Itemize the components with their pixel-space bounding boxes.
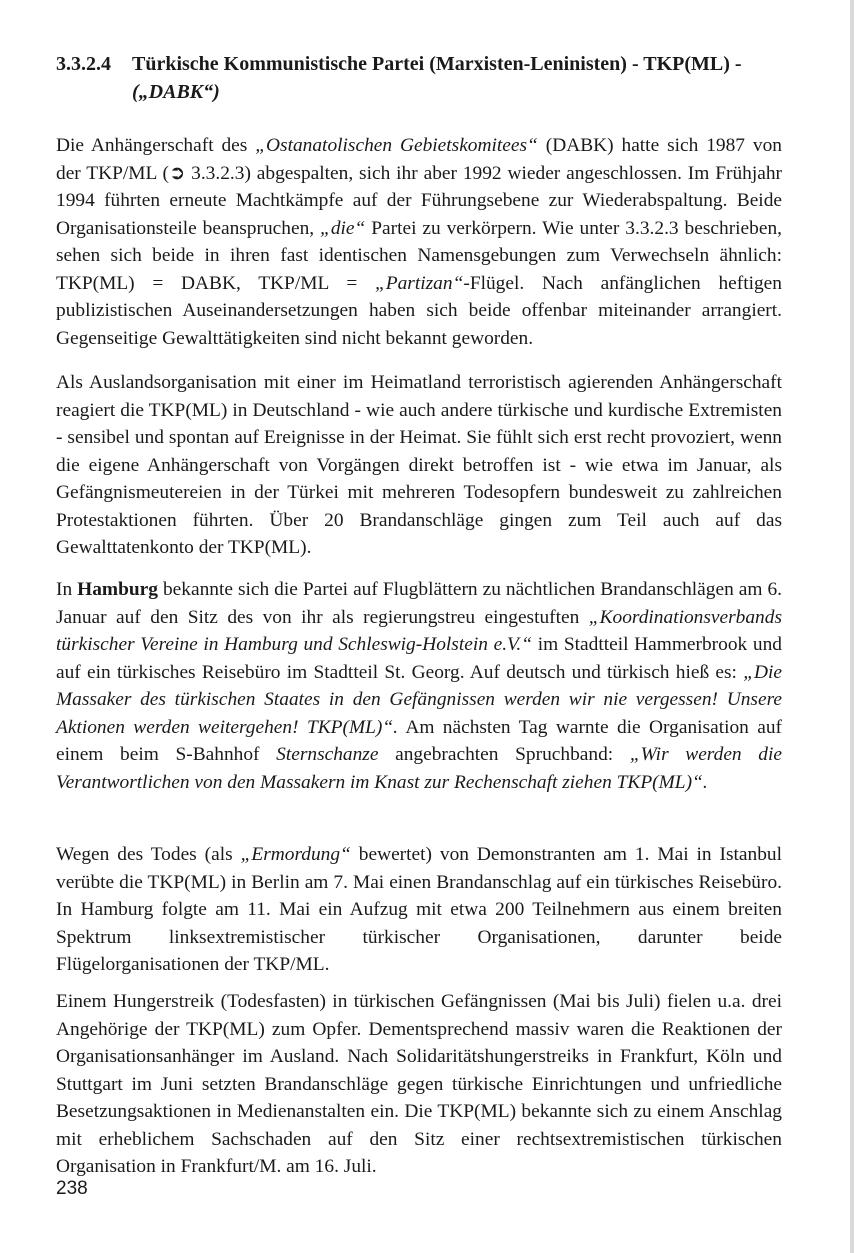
emphasis-text: Sternschanze — [276, 744, 379, 765]
emphasis-text: „Die Massaker des türkischen Staates in den Gefängnissen werden wir nie vergessen! Unsere Aktionen werden weitergehen! TKP(ML)“. — [56, 661, 782, 738]
paragraph — [56, 132, 782, 352]
emphasis-text: „die“ — [320, 217, 366, 239]
text-run: In — [56, 579, 78, 600]
section-subtitle: („DABK“) — [132, 81, 220, 103]
emphasis-text: „Ermordung“ — [240, 844, 351, 865]
text-run: im Stadtteil Hammerbrook und auf ein türkisches Reisebüro im Stadtteil St. Georg. Auf deutsch und türkisch hieß es: — [56, 634, 782, 683]
section-number: 3.3.2.4 — [56, 53, 111, 75]
text-run: Am nächsten Tag warnte die Organisation auf einem beim S-Bahnhof — [56, 716, 783, 765]
paragraph — [56, 988, 782, 1181]
emphasis-text: „Ostanatolischen Gebietskomitees“ — [255, 135, 538, 156]
text-run: Partei zu verkörpern. Wie unter 3.3.2.3 beschrieben, sehen sich beide in ihren fast identischen Namensgebungen zum Verwechseln ähnlich: TKP(ML) = DABK, TKP/ML = — [56, 217, 782, 294]
paragraph — [56, 841, 782, 979]
paragraph — [56, 369, 782, 562]
emphasis-text: „Koordinationsverbands türkischer Vereine in Hamburg und Schleswig-Holstein e.V.“ — [56, 606, 782, 655]
text-run: -Flügel. Nach anfänglichen heftigen publizistischen Auseinandersetzungen haben sich beide offenbar miteinander arrangiert. Gegenseitige Gewalttätigkeiten sind nicht bekannt geworden. — [56, 272, 782, 349]
page-number: 238 — [56, 1178, 88, 1199]
text-run: angebrachten Spruchband: — [378, 744, 630, 765]
text-run: bewertet) von Demonstranten am 1. Mai in Istanbul verübte die TKP(ML) in Berlin am 7. Mai einen Brandanschlag auf ein türkisches Reisebüro. In Hamburg folgte am 11. Mai ein Aufzug mit etwa 200 Teilnehmern aus einem breiten Spektrum linksextremistischer türkischer Organisationen, darunter beide Flügelorganisationen der TKP/ML. — [56, 844, 782, 975]
section-title: Türkische Kommunistische Partei (Marxisten-Leninisten) - TKP(ML) - — [132, 53, 742, 75]
text-run: Die Anhängerschaft des — [56, 135, 256, 156]
text-run: Als Auslandsorganisation mit einer im Heimatland terroristisch agierenden Anhängerschaft reagiert die TKP(ML) in Deutschland - wie auch andere türkische und kurdische Extremisten - sensibel und spontan auf Ereignisse in der Heimat. Sie fühlt sich erst recht provoziert, wenn die eigene Anhängerschaft von Vorgängen direkt betroffen ist - wie etwa im Januar, als Gefängnismeutereien in der Türkei mit mehreren Todesopfern bundesweit zu zahlreichen Protestaktionen führten. Über 20 Brandanschläge gingen zum Teil auch auf das Gewalttatenkonto der TKP(ML). — [56, 372, 782, 558]
text-run: Wegen des Todes (als — [56, 844, 241, 865]
emphasis-text: „Wir werden die Verantwortlichen von den Massakern im Knast zur Rechenschaft ziehen TKP(ML)“. — [56, 744, 782, 793]
paragraph — [56, 576, 782, 796]
text-run: (DABK) hatte sich 1987 von der TKP/ML (➲ 3.3.2.3) abgespalten, sich ihr aber 1992 wieder angeschlossen. Im Frühjahr 1994 führten erneute Machtkämpfe auf der Führungsebene zur Wiederabspaltung. Beide Organisationsteile beanspruchen, — [56, 135, 782, 239]
bold-text: Hamburg — [77, 579, 158, 600]
emphasis-text: „Partizan“ — [374, 272, 464, 294]
text-run: Einem Hungerstreik (Todesfasten) in türkischen Gefängnissen (Mai bis Juli) fielen u.a. drei Angehörige der TKP(ML) zum Opfer. Dementsprechend massiv waren die Reaktionen der Organisationsanhänger im Ausland. Nach Solidaritätshungerstreiks in Frankfurt, Köln und Stuttgart im Juni setzten Brandanschläge gegen türkische Einrichtungen und unfriedliche Besetzungsaktionen in Medienanstalten ein. Die TKP(ML) bekannte sich zu einem Anschlag mit erheblichem Sachschaden auf den Sitz einer rechtsextremistischen türkischen Organisation in Frankfurt/M. am 16. Juli. — [56, 991, 782, 1177]
section-title-line — [56, 50, 816, 78]
section-heading — [56, 50, 816, 106]
page-edge-shadow — [850, 0, 854, 1253]
text-run: bekannte sich die Partei auf Flugblättern zu nächtlichen Brandanschlägen am 6. Januar auf den Sitz des von ihr als regierungstreu eingestuften — [56, 579, 782, 628]
